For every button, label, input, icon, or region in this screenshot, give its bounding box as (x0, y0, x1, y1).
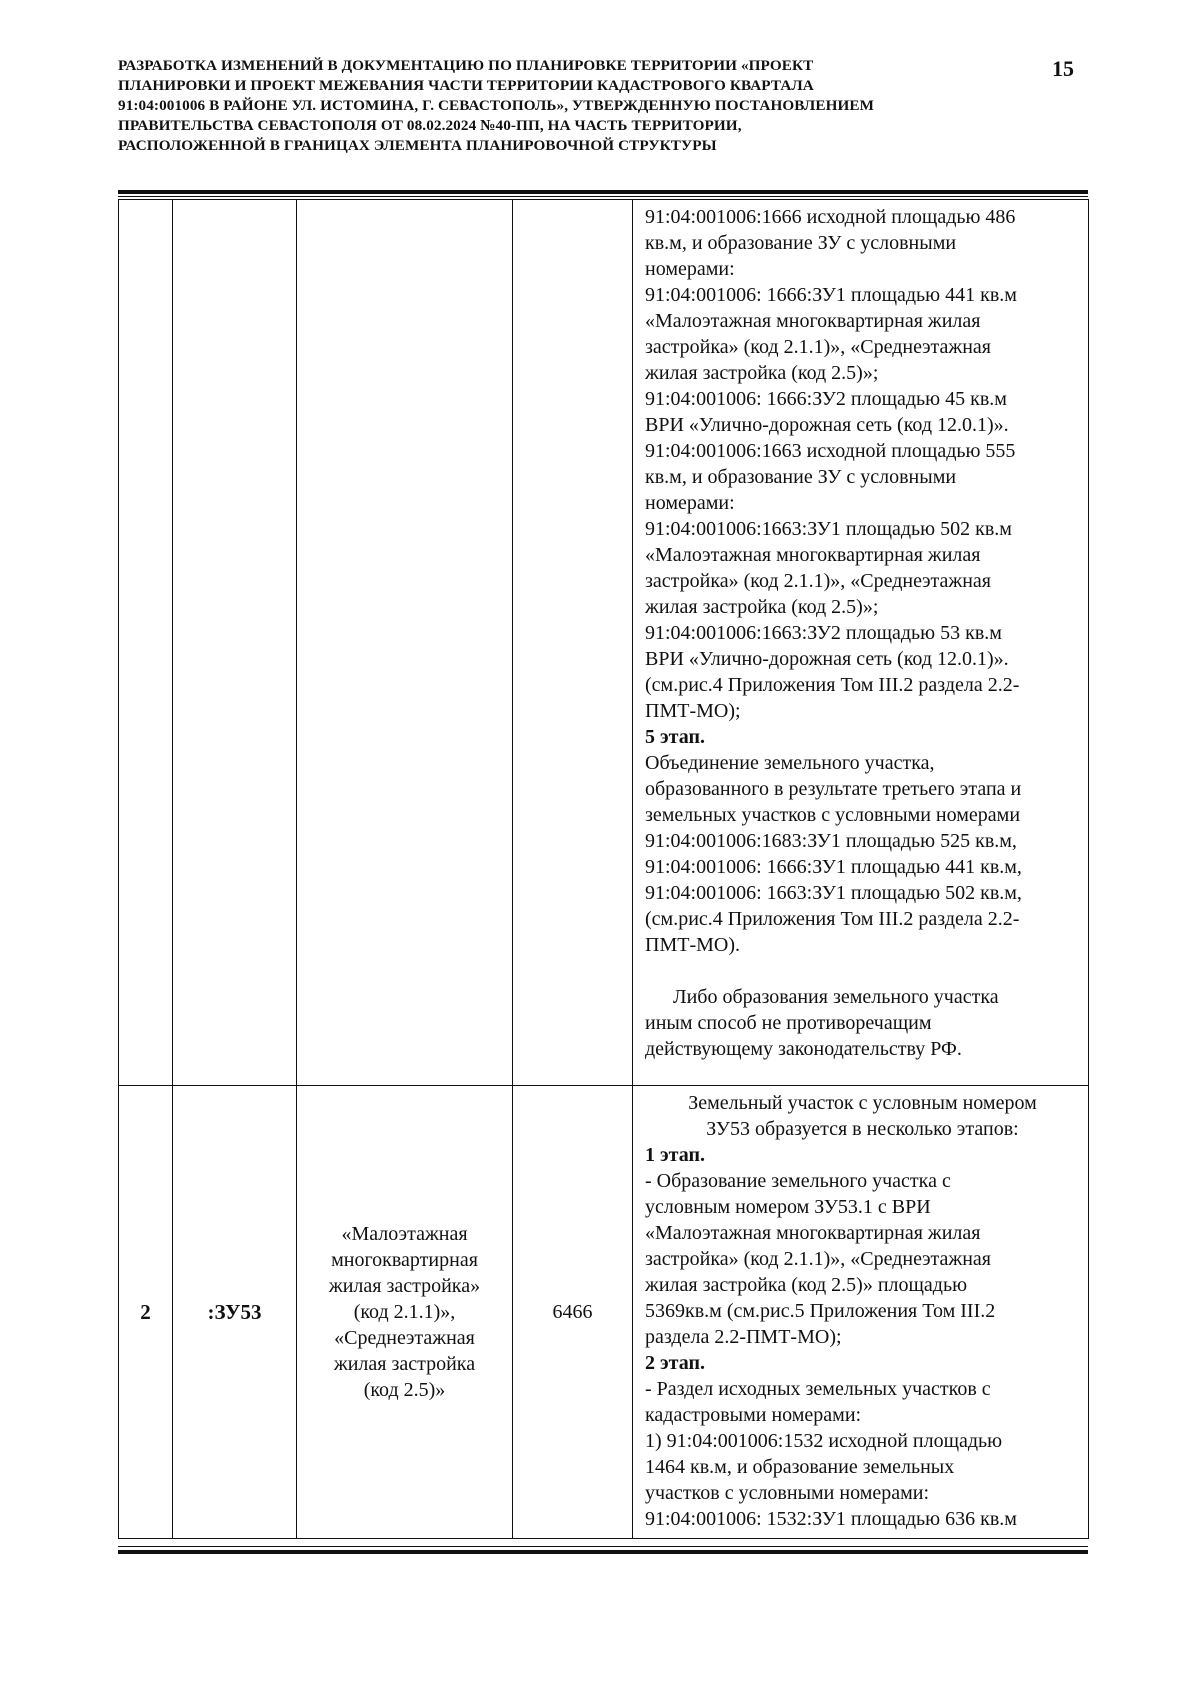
text-line: 1) 91:04:001006:1532 исходной площадью (645, 1430, 1003, 1452)
text-line: - Раздел исходных земельных участков с (645, 1378, 991, 1400)
text-line: номерами: (645, 492, 735, 514)
text-line: жилая застройка (код 2.5)»; (645, 362, 879, 384)
text-line: условным номером ЗУ53.1 с ВРИ (645, 1196, 931, 1218)
vri-line: (код 2.5)» (363, 1379, 446, 1401)
text-line: 91:04:001006: 1666:ЗУ2 площадью 45 кв.м (645, 388, 1007, 410)
header-line: ПЛАНИРОВКИ И ПРОЕКТ МЕЖЕВАНИЯ ЧАСТИ ТЕРРИТОРИИ КАДАСТРОВОГО КВАРТАЛА (118, 77, 814, 94)
header-divider-thin (118, 196, 1088, 197)
stage-1-heading: 1 этап. (645, 1144, 705, 1166)
text-line: 91:04:001006: 1663:ЗУ1 площадью 502 кв.м, (645, 882, 1022, 904)
row2-area-cell (513, 1086, 633, 1539)
text-line: Земельный участок с условным номером (688, 1092, 1037, 1114)
row2-description (633, 1086, 1088, 1538)
text-line: Либо образования земельного участка (673, 986, 999, 1008)
text-line: кв.м, и образование ЗУ с условными (645, 466, 957, 488)
header-line: 91:04:001006 В РАЙОНЕ УЛ. ИСТОМИНА, Г. СЕВАСТОПОЛЬ», УТВЕРЖДЕННУЮ ПОСТАНОВЛЕНИЕМ (118, 97, 875, 114)
blank-line (645, 958, 1080, 984)
text-line: жилая застройка (код 2.5)»; (645, 596, 879, 618)
vri-line: «Малоэтажная (341, 1223, 468, 1245)
text-line: ПМТ-МО); (645, 700, 741, 722)
vri-line: «Среднеэтажная (334, 1327, 475, 1349)
text-line: иным способ не противоречащим (645, 1012, 932, 1034)
table-row (119, 200, 1089, 1086)
parcel-code: :ЗУ53 (207, 1299, 262, 1324)
row2-number-cell (119, 1086, 173, 1539)
text-line: 91:04:001006:1683:ЗУ1 площадью 525 кв.м, (645, 830, 1017, 852)
text-line: 91:04:001006: 1666:ЗУ1 площадью 441 кв.м (645, 284, 1017, 306)
header-divider-thick (118, 190, 1088, 194)
text-line: земельных участков с условными номерами (645, 804, 1021, 826)
row1-area-cell (513, 200, 633, 1086)
text-line: «Малоэтажная многоквартирная жилая (645, 1222, 981, 1244)
text-line: застройка» (код 2.1.1)», «Среднеэтажная (645, 570, 992, 592)
row2-code-cell (173, 1086, 297, 1539)
header-line: РАЗРАБОТКА ИЗМЕНЕНИЙ В ДОКУМЕНТАЦИЮ ПО ПЛАНИРОВКЕ ТЕРРИТОРИИ «ПРОЕКТ (118, 57, 814, 74)
row2-vri-cell (297, 1086, 513, 1539)
footer-divider-thick (118, 1550, 1088, 1554)
stage-2-heading: 2 этап. (645, 1352, 705, 1374)
row2-description-cell (633, 1086, 1089, 1539)
text-line: 91:04:001006:1663:ЗУ1 площадью 502 кв.м (645, 518, 1012, 540)
text-line: ВРИ «Улично-дорожная сеть (код 12.0.1)». (645, 414, 1009, 436)
text-line: ПМТ-МО). (645, 934, 740, 956)
stage-5-heading: 5 этап. (645, 726, 705, 748)
text-line: 1464 кв.м, и образование земельных (645, 1456, 955, 1478)
vri-line: жилая застройка» (328, 1275, 481, 1297)
text-line: 91:04:001006: 1666:ЗУ1 площадью 441 кв.м, (645, 856, 1022, 878)
page-number: 15 (1052, 56, 1074, 81)
text-line: раздела 2.2-ПМТ-МО); (645, 1326, 842, 1348)
footer-divider-thin (118, 1546, 1088, 1547)
text-line: - Образование земельного участка с (645, 1170, 951, 1192)
text-line: жилая застройка (код 2.5)» площадью (645, 1274, 968, 1296)
vri-line: многоквартирная (331, 1249, 478, 1271)
text-line: застройка» (код 2.1.1)», «Среднеэтажная (645, 1248, 992, 1270)
text-line: 91:04:001006: 1532:ЗУ1 площадью 636 кв.м (645, 1508, 1017, 1530)
text-line: 5369кв.м (см.рис.5 Приложения Том III.2 (645, 1300, 996, 1322)
text-line: кв.м, и образование ЗУ с условными (645, 232, 957, 254)
text-line: «Малоэтажная многоквартирная жилая (645, 544, 981, 566)
text-line: «Малоэтажная многоквартирная жилая (645, 310, 981, 332)
text-line: кадастровыми номерами: (645, 1404, 862, 1426)
text-line: Объединение земельного участка, (645, 752, 935, 774)
row1-code-cell (173, 200, 297, 1086)
text-line: (см.рис.4 Приложения Том III.2 раздела 2.2- (645, 674, 1020, 696)
text-line: (см.рис.4 Приложения Том III.2 раздела 2.2- (645, 908, 1020, 930)
parcels-table (118, 199, 1089, 1539)
text-line: действующему законодательству РФ. (645, 1038, 962, 1060)
table-row (119, 1086, 1089, 1539)
text-line: участков с условными номерами: (645, 1482, 930, 1504)
text-line: ВРИ «Улично-дорожная сеть (код 12.0.1)». (645, 648, 1009, 670)
row1-vri-cell (297, 200, 513, 1086)
text-line: номерами: (645, 258, 735, 280)
row1-number-cell (119, 200, 173, 1086)
document-header (118, 56, 1018, 156)
text-line: 91:04:001006:1663 исходной площадью 555 (645, 440, 1016, 462)
parcel-area: 6466 (552, 1300, 593, 1323)
header-line: РАСПОЛОЖЕННОЙ В ГРАНИЦАХ ЭЛЕМЕНТА ПЛАНИРОВОЧНОЙ СТРУКТУРЫ (118, 137, 717, 154)
text-line: 91:04:001006:1666 исходной площадью 486 (645, 206, 1016, 228)
vri-line: жилая застройка (333, 1353, 476, 1375)
text-line: образованного в результате третьего этапа и (645, 778, 1022, 800)
vri-line: (код 2.1.1)», (353, 1301, 456, 1323)
text-line: ЗУ53 образуется в несколько этапов: (706, 1118, 1019, 1140)
header-line: ПРАВИТЕЛЬСТВА СЕВАСТОПОЛЯ ОТ 08.02.2024 №40-ПП, НА ЧАСТЬ ТЕРРИТОРИИ, (118, 117, 742, 134)
text-line: застройка» (код 2.1.1)», «Среднеэтажная (645, 336, 992, 358)
row-number: 2 (140, 1299, 151, 1324)
text-line: 91:04:001006:1663:ЗУ2 площадью 53 кв.м (645, 622, 1002, 644)
row1-description-cell (633, 200, 1089, 1086)
row1-description (633, 200, 1088, 1068)
